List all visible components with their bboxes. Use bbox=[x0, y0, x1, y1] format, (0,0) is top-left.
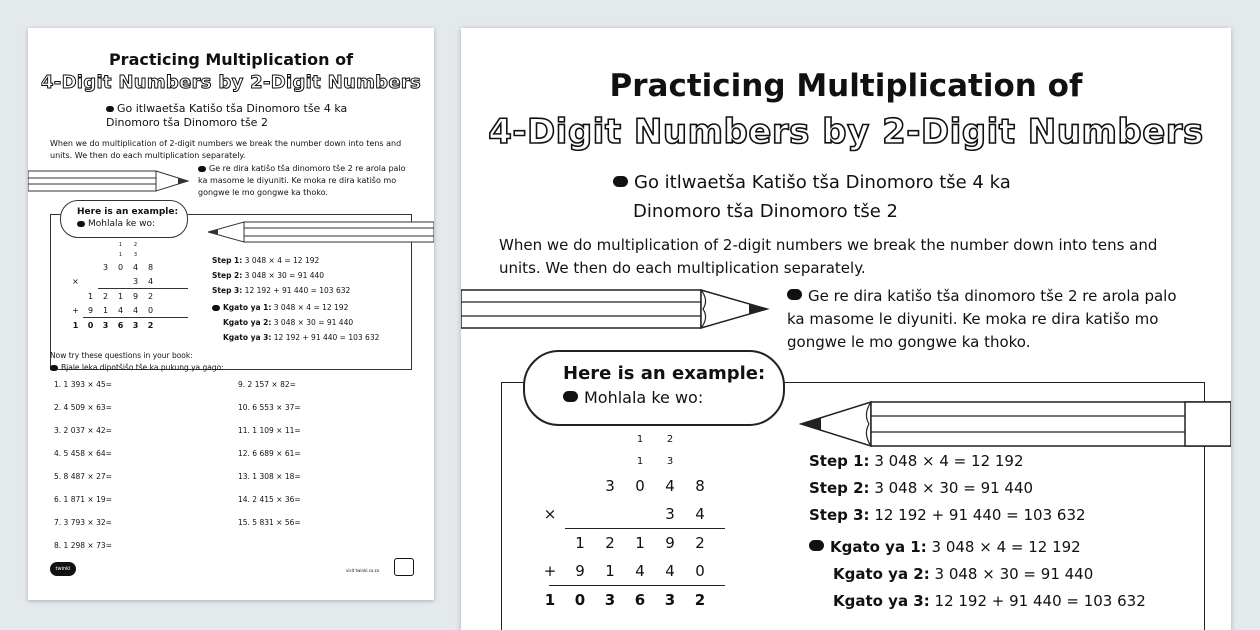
pencil-icon bbox=[461, 286, 771, 332]
question: 12. 6 689 × 61= bbox=[238, 449, 301, 458]
language-badge-icon bbox=[613, 176, 628, 187]
language-badge-icon bbox=[77, 221, 85, 227]
question: 9. 2 157 × 82= bbox=[238, 380, 296, 389]
footer-url: visit twinkl.co.za bbox=[346, 568, 380, 573]
intro-text: When we do multiplication of 2-digit numbers we break the number down into tens and units. We then do each multiplication separately. bbox=[499, 236, 1158, 277]
intro-translation: Ge re dira katišo tša dinomoro tše 2 re arola palo ka masome le diyuniti. Ke moka re dira katišo mo gongwe le mo gongwe ka thoko. bbox=[198, 164, 406, 197]
question: 4. 5 458 × 64= bbox=[54, 449, 112, 458]
page-title: Practicing Multiplication of bbox=[108, 50, 354, 69]
language-badge-icon bbox=[50, 365, 58, 371]
language-badge-icon bbox=[198, 166, 206, 172]
example-calculation: 1 2 1 3 3 0 4 8 × 3 4 1 2 1 9 2 + 9 1 4 4 0 1 0 3 6 3 2 bbox=[68, 240, 188, 332]
pencil-icon bbox=[28, 168, 193, 194]
question: 8. 1 298 × 73= bbox=[54, 541, 112, 550]
worksheet-preview bbox=[461, 28, 1231, 630]
example-steps: Step 1: 3 048 × 4 = 12 192 Step 2: 3 048 × 30 = 91 440 Step 3: 12 192 + 91 440 = 103 632 Kgato ya 1: 3 048 × 4 = 12 192 Kgato ya 2: 3 048 × 30 = 91 440 Kgato ya 3: 12 192 + 91 440 = 103 632 bbox=[212, 256, 380, 342]
question: 5. 8 487 × 27= bbox=[54, 472, 112, 481]
question: 10. 6 553 × 37= bbox=[238, 403, 301, 412]
example-heading: Here is an example: Mohlala ke wo: bbox=[60, 200, 188, 238]
intro-text: When we do multiplication of 2-digit numbers we break the number down into tens and units. We then do each multiplication separately. bbox=[50, 139, 402, 160]
question: 2. 4 509 × 63= bbox=[54, 403, 112, 412]
intro-translation: Ge re dira katišo tša dinomoro tše 2 re arola palo ka masome le diyuniti. Ke moka re dira katišo mo gongwe le mo gongwe ka thoko. bbox=[787, 287, 1177, 351]
question: 13. 1 308 × 18= bbox=[238, 472, 301, 481]
badge-logo-icon bbox=[394, 558, 414, 576]
question: 3. 2 037 × 42= bbox=[54, 426, 112, 435]
worksheet-thumbnail[interactable] bbox=[28, 28, 434, 600]
pencil-icon bbox=[799, 392, 1231, 456]
try-instructions: Now try these questions in your book: Bjale leka dipotšišo tše ka pukung ya gago: bbox=[50, 351, 224, 372]
language-badge-icon bbox=[809, 540, 824, 551]
questions-left bbox=[54, 380, 112, 564]
example-calculation: 1 2 1 3 3 0 4 8 × 3 4 1 2 1 9 2 + 9 1 4 4 0 1 0 3 6 3 2 bbox=[535, 428, 725, 614]
subtitle: Go itlwaetša Katišo tša Dinomoro tše 4 ka Dinomoro tša Dinomoro tše 2 bbox=[106, 102, 348, 129]
question: 14. 2 415 × 36= bbox=[238, 495, 301, 504]
language-badge-icon bbox=[212, 305, 220, 311]
brand-logo: twinkl bbox=[50, 562, 76, 576]
question: 11. 1 109 × 11= bbox=[238, 426, 301, 435]
example-steps: Step 1: 3 048 × 4 = 12 192 Step 2: 3 048 × 30 = 91 440 Step 3: 12 192 + 91 440 = 103 632 bbox=[809, 452, 1086, 524]
language-badge-icon bbox=[563, 391, 578, 402]
question: 1. 1 393 × 45= bbox=[54, 380, 112, 389]
page-title: Practicing Multiplication of bbox=[609, 68, 1083, 104]
questions-right bbox=[238, 380, 301, 541]
pencil-icon bbox=[208, 218, 434, 246]
subtitle: Go itlwaetša Katišo tša Dinomoro tše 4 ka Dinomoro tša Dinomoro tše 2 bbox=[613, 168, 1011, 226]
question: 6. 1 871 × 19= bbox=[54, 495, 112, 504]
page-title-outline: 4-Digit Numbers by 2-Digit Numbers bbox=[488, 112, 1204, 152]
language-badge-icon bbox=[787, 289, 802, 300]
question: 7. 3 793 × 32= bbox=[54, 518, 112, 527]
language-badge-icon bbox=[106, 106, 114, 112]
question: 15. 5 831 × 56= bbox=[238, 518, 301, 527]
example-heading: Here is an example: Mohlala ke wo: bbox=[523, 350, 785, 426]
page-title-outline: 4-Digit Numbers by 2-Digit Numbers bbox=[40, 72, 422, 93]
example-steps-translation: Kgato ya 1: 3 048 × 4 = 12 192 Kgato ya 2: 3 048 × 30 = 91 440 Kgato ya 3: 12 192 + 91 440 = 103 632 bbox=[809, 534, 1146, 615]
